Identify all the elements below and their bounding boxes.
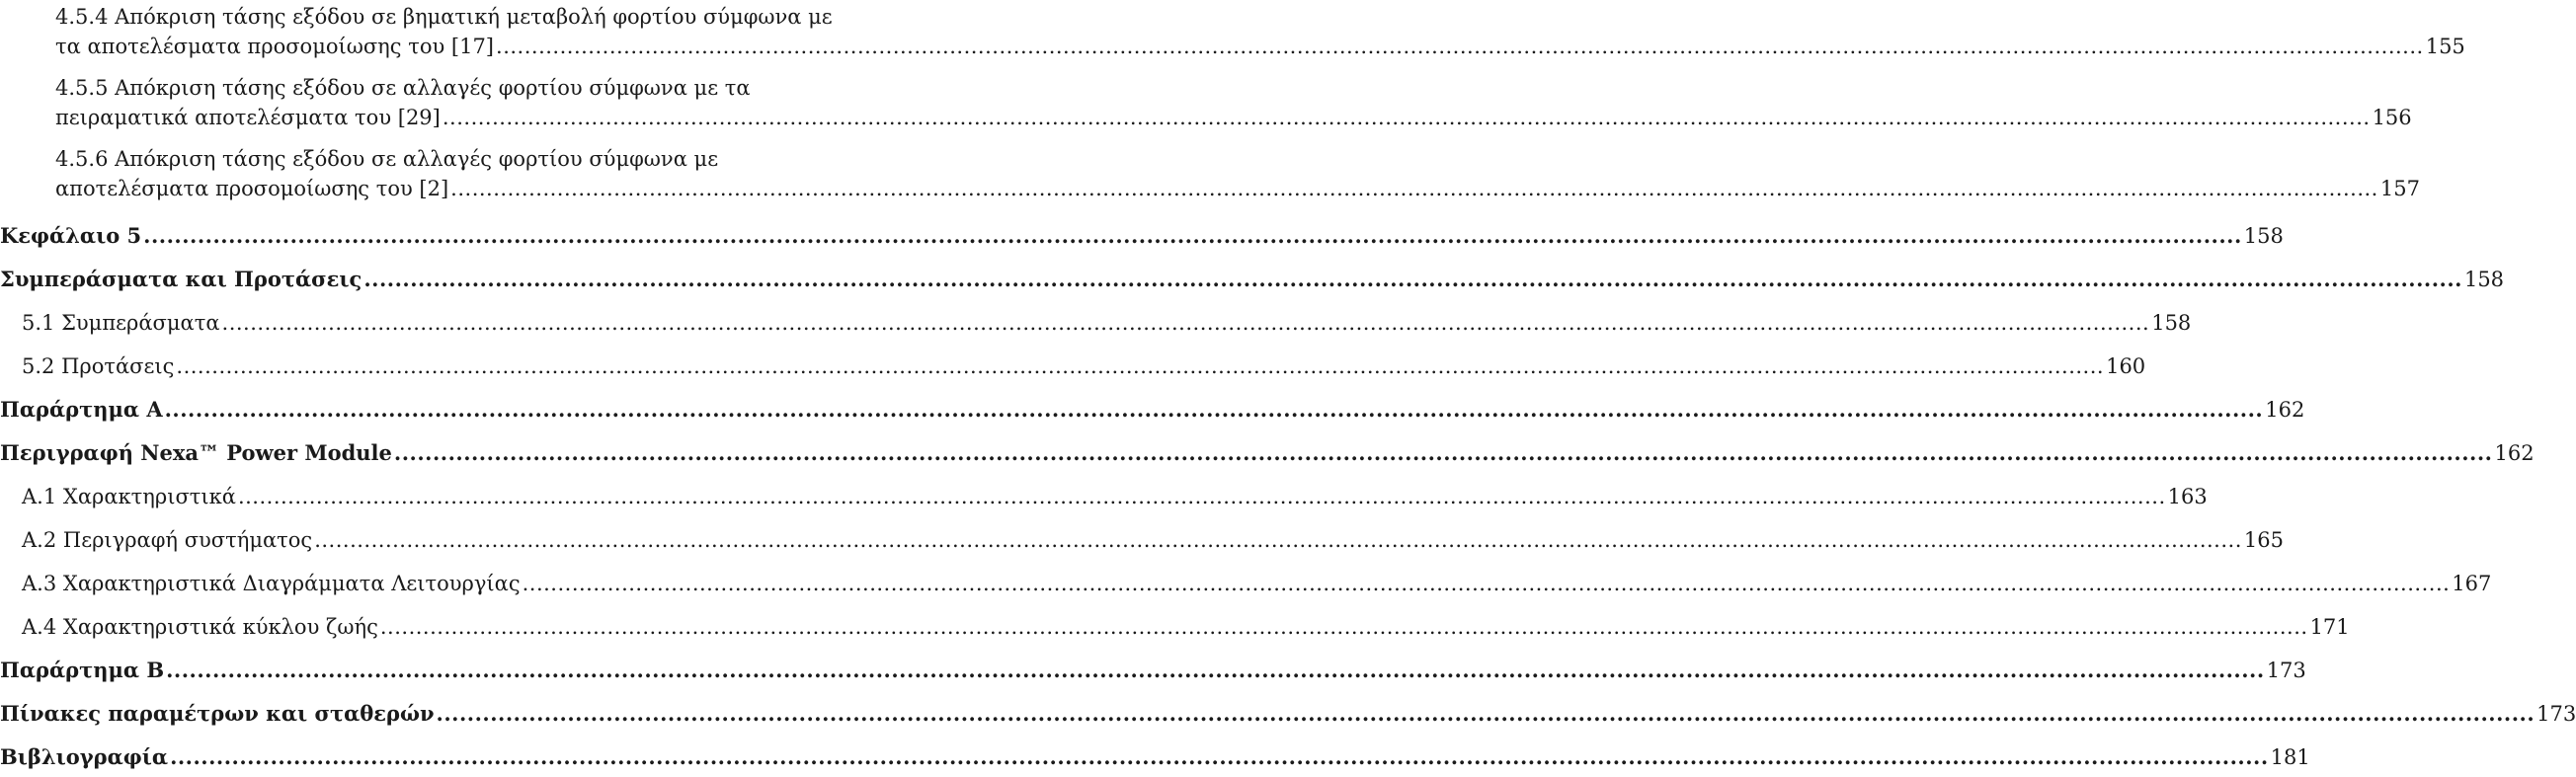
toc-page-number: 181 [2270,745,2310,769]
toc-page-number: 162 [2265,398,2305,422]
dot-leader [443,103,2371,132]
toc-entry-chapter-5[interactable] [0,221,2284,251]
dot-leader [363,265,2462,294]
toc-entry-5-1[interactable] [0,308,2192,338]
toc-entry-title: Α.2 Περιγραφή συστήματος [22,528,313,552]
toc-entry-a-3[interactable] [0,569,2492,598]
toc-entry-title: Βιβλιογραφία [0,744,169,769]
dot-leader [314,525,2242,555]
toc-entry-title: Α.4 Χαρακτηριστικά κύκλου ζωής [22,615,378,639]
toc-entry-title: Α.3 Χαρακτηριστικά Διαγράμματα Λειτουργίας [22,572,521,595]
toc-entry-parameter-tables[interactable] [0,699,2576,729]
dot-leader [143,221,2242,251]
toc-page-number: 173 [2266,659,2306,682]
dot-leader [176,351,2104,381]
toc-page-number: 155 [2425,35,2465,58]
toc-page-number: 158 [2243,224,2284,248]
dot-leader [222,308,2150,338]
toc-page-number: 156 [2372,106,2412,129]
dot-leader [165,395,2264,425]
toc-entry-title-continued: τα αποτελέσματα προσομοίωσης του [17] [55,35,495,58]
toc-entry-4-5-4[interactable] [0,2,2465,61]
toc-entry-a-2[interactable] [0,525,2284,555]
toc-entry-4-5-6[interactable] [0,144,2420,203]
toc-page-number: 163 [2167,485,2208,508]
toc-entry-a-1[interactable] [0,482,2208,511]
toc-entry-title: Παράρτημα Α [0,397,163,422]
dot-leader [437,699,2536,729]
toc-entry-title: Περιγραφή Nexa™ Power Module [0,440,392,465]
dot-leader [450,174,2378,203]
toc-entry-title: Κεφάλαιο 5 [0,223,142,248]
toc-entry-appendix-a[interactable] [0,395,2305,425]
toc-entry-title: Συμπεράσματα και Προτάσεις [0,267,362,291]
toc-page-number: 162 [2494,441,2535,465]
toc-entry-title-continued: πειραματικά αποτελέσματα του [29] [55,106,441,129]
toc-page-number: 165 [2243,528,2284,552]
toc-entry-title-line: 4.5.4 Απόκριση τάσης εξόδου σε βηματική μεταβολή φορτίου σύμφωνα με [55,5,833,29]
toc-entry-conclusions[interactable] [0,265,2505,294]
toc-entry-title: Πίνακες παραμέτρων και σταθερών [0,701,435,726]
toc-entry-title: Α.1 Χαρακτηριστικά [22,485,236,508]
toc-page-number: 173 [2536,702,2576,726]
toc-page-number: 157 [2379,177,2420,200]
toc-entry-title-continued: αποτελέσματα προσομοίωσης του [2] [55,177,449,200]
toc-entry-nexa-description[interactable] [0,438,2535,468]
toc-entry-title-line: 4.5.5 Απόκριση τάσης εξόδου σε αλλαγές φορτίου σύμφωνα με τα [55,76,751,100]
toc-entry-title: 5.1 Συμπεράσματα [22,311,220,335]
toc-page-number: 167 [2452,572,2492,595]
dot-leader [523,569,2451,598]
toc-entry-title: 5.2 Προτάσεις [22,354,175,378]
toc-entry-appendix-b[interactable] [0,656,2306,685]
dot-leader [394,438,2493,468]
toc-page-number: 158 [2463,268,2505,291]
toc-entry-bibliography[interactable] [0,742,2310,772]
toc-entry-5-2[interactable] [0,351,2146,381]
toc-entry-title-line: 4.5.6 Απόκριση τάσης εξόδου σε αλλαγές φορτίου σύμφωνα με [55,147,719,171]
dot-leader [170,742,2269,772]
dot-leader [166,656,2265,685]
toc-entry-title: Παράρτημα Β [0,658,165,682]
dot-leader [380,612,2308,642]
dot-leader [238,482,2166,511]
dot-leader [496,32,2424,61]
toc-entry-a-4[interactable] [0,612,2350,642]
toc-page-number: 158 [2151,311,2192,335]
toc-page-number: 171 [2309,615,2350,639]
toc-entry-4-5-5[interactable] [0,73,2412,132]
toc-page-number: 160 [2106,354,2146,378]
